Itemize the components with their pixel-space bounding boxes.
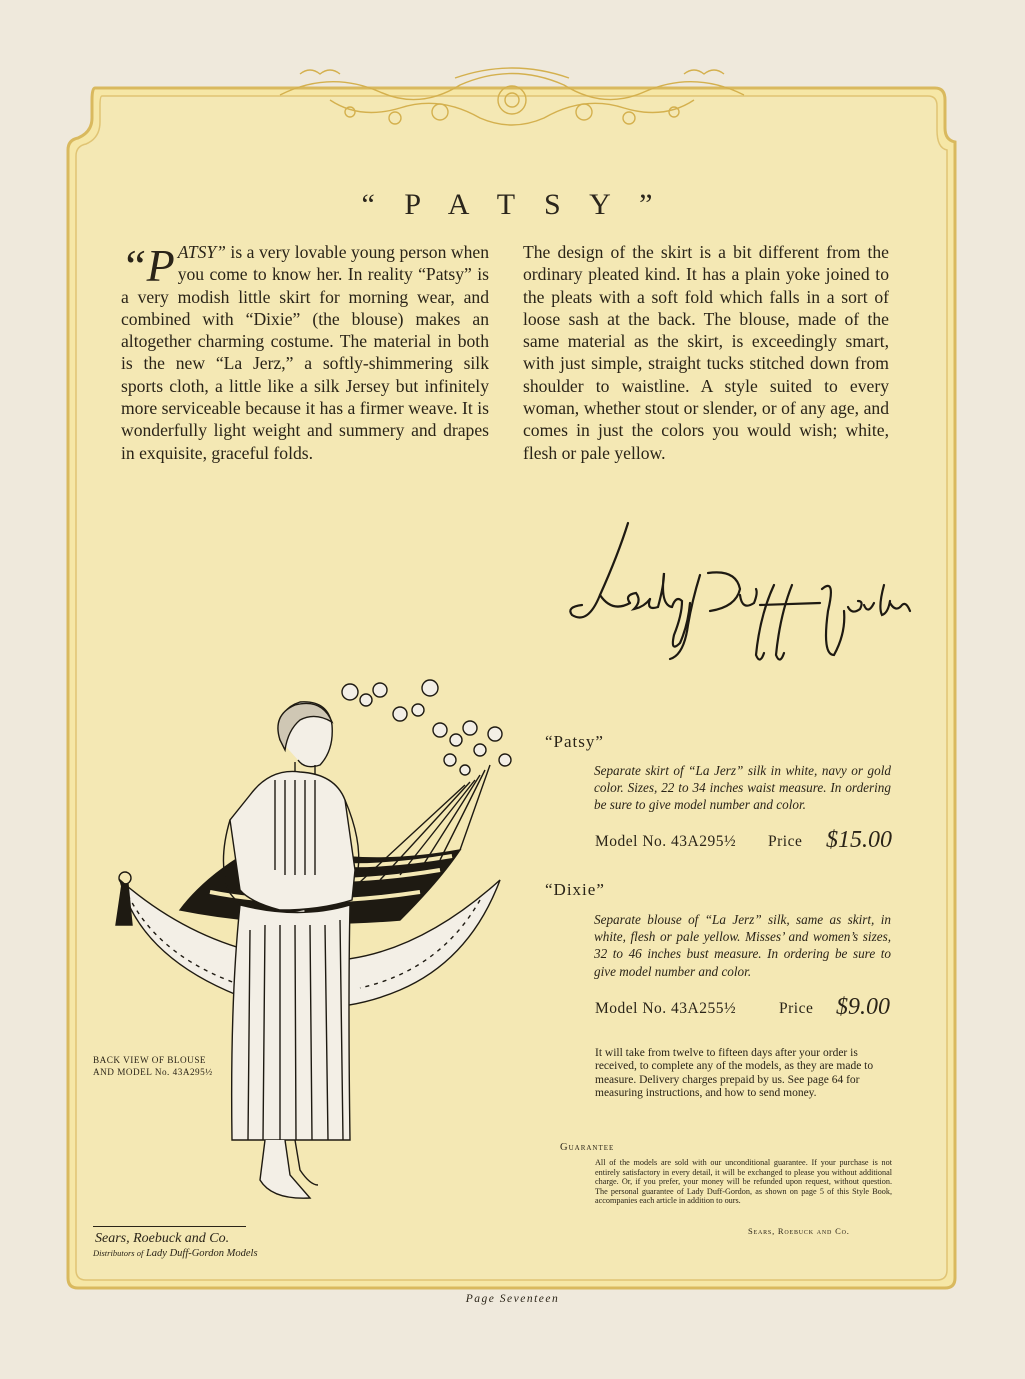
guarantee-text: All of the models are sold with our unconditional guarantee. If your purchase is not entirely satisfactory in every detail, it will be exchanged to please you without additional charge. Or, if you prefer, your money will be refunded upon request, without question. The personal guarantee of Lady Duff-Gordon, as shown on page 5 of this Style Book, accompanies each article in addition to ours. bbox=[595, 1158, 892, 1206]
figure-caption-line-1: BACK VIEW OF BLOUSE bbox=[93, 1055, 207, 1065]
intro-text: is a very lovable young person when you come to know her. In reality “Patsy” is a very modish little skirt for morning wear, and combined with “Dixie” (the blouse) makes an altogether charming costume. The material in both is the new “La Jerz,” a softly-shimmering silk sports cloth, a little like a silk Jersey but infinitely more serviceable because it has a firmer weave. It is wonderfully light weight and summery and drapes in exquisite, graceful folds. bbox=[121, 242, 489, 463]
guarantee-heading: Guarantee bbox=[560, 1142, 615, 1153]
model-name-dixie: “Dixie” bbox=[545, 880, 605, 899]
price-dixie: $9.00 bbox=[836, 994, 890, 1020]
price-patsy: $15.00 bbox=[826, 827, 892, 853]
model-number-dixie: Model No. 43A255½ bbox=[595, 1000, 737, 1017]
model-description-dixie: Separate blouse of “La Jerz” silk, same as skirt, in white, flesh or pale yellow. Misses’ and women’s sizes, 32 to 46 inches bust measure. In ordering be sure to give model number and color. bbox=[594, 912, 891, 979]
distributor-models: Lady Duff-Gordon Models bbox=[145, 1248, 258, 1259]
fashion-illustration bbox=[100, 670, 520, 1230]
distributor-name: Sears, Roebuck and Co. bbox=[95, 1231, 230, 1246]
distributor-prefix: Distributors of bbox=[93, 1248, 144, 1258]
guarantee-signoff: Sears, Roebuck and Co. bbox=[748, 1226, 850, 1236]
dropcap: “P bbox=[121, 240, 175, 291]
divider bbox=[93, 1226, 246, 1227]
model-description-patsy: Separate skirt of “La Jerz” silk in white, navy or gold color. Sizes, 22 to 34 inches waist measure. In ordering be sure to give model number and color. bbox=[594, 763, 891, 813]
signature bbox=[560, 515, 920, 675]
distributor-line bbox=[93, 1248, 258, 1259]
figure-caption bbox=[93, 1054, 213, 1078]
delivery-note: It will take from twelve to fifteen days after your order is received, to complete any of the models, as they are made to measure. Delivery charges prepaid by us. See page 64 for measuring instructions, and how to send money. bbox=[595, 1047, 874, 1100]
description-column bbox=[523, 241, 889, 464]
page-title: “ P A T S Y ” bbox=[361, 188, 664, 221]
intro-lead: ATSY” bbox=[177, 242, 226, 262]
page-number: Page Seventeen bbox=[465, 1293, 560, 1305]
model-name-patsy: “Patsy” bbox=[545, 732, 604, 751]
model-number-patsy: Model No. 43A295½ bbox=[595, 833, 737, 850]
figure-caption-line-2: AND MODEL No. 43A295½ bbox=[93, 1067, 213, 1077]
description-text: The design of the skirt is a bit different from the ordinary pleated kind. It has a plain yoke joined to the pleats with a soft fold which falls in a sort of loose sash at the back. The blouse, made of the same material as the skirt, is exceedingly smart, with just simple, straight tucks stitched down from shoulder to waistline. A style suited to every woman, whether stout or slender, or of any age, and comes in just the colors you would wish; white, flesh or pale yellow. bbox=[523, 242, 889, 463]
price-label-patsy: Price bbox=[768, 833, 803, 850]
intro-column bbox=[121, 241, 489, 464]
price-label-dixie: Price bbox=[779, 1000, 814, 1017]
